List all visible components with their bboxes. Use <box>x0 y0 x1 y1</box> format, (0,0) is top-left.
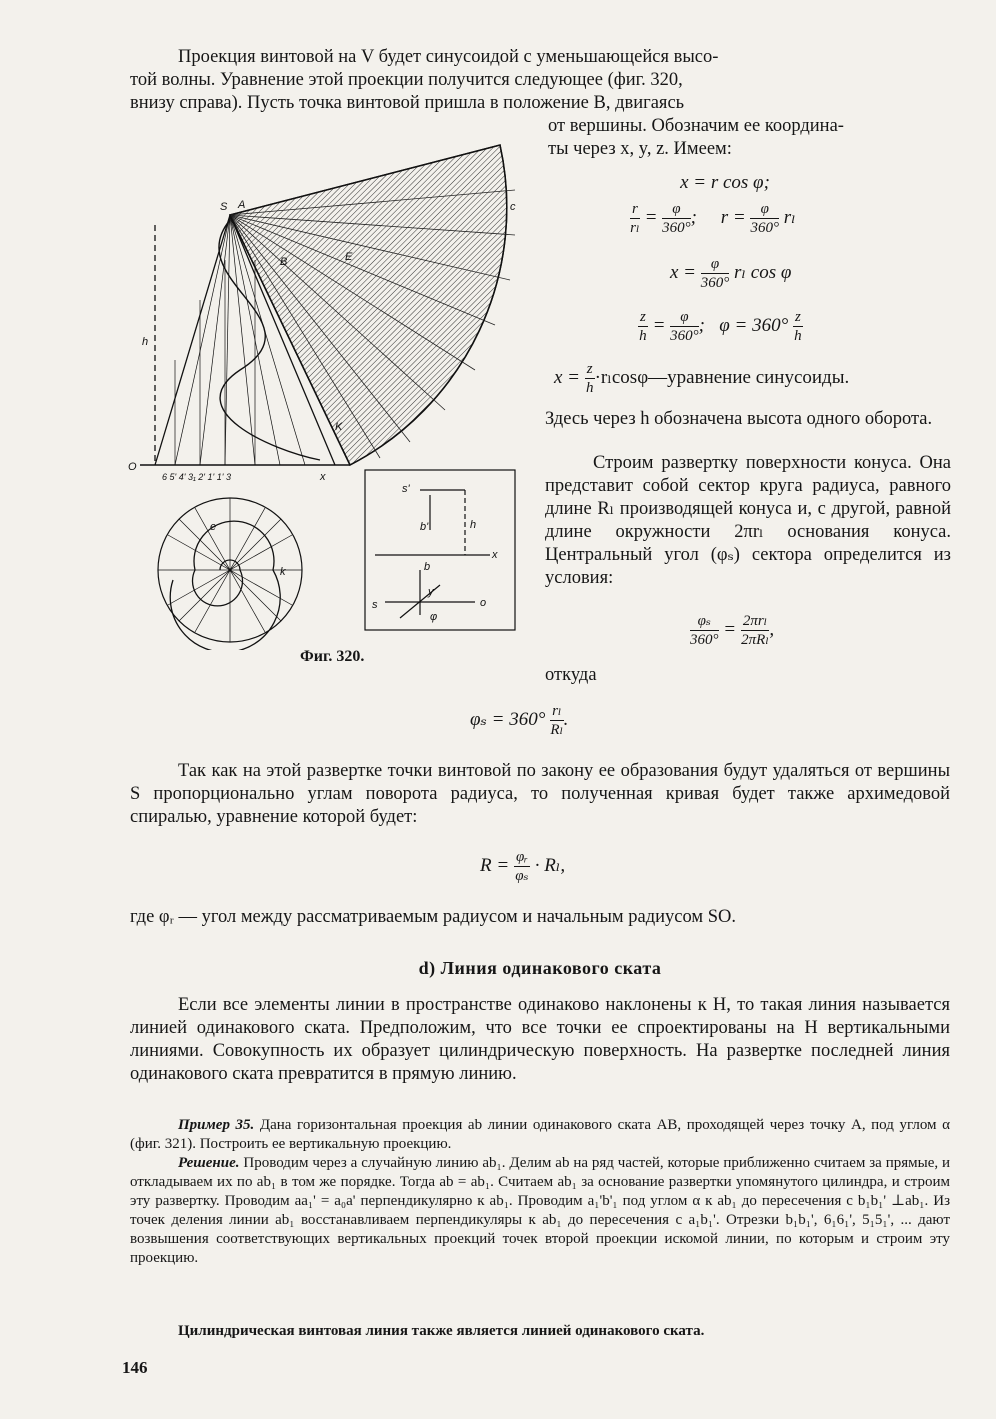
formula-8: R = $\frac{\text{φᵣ}}{\text{φₛ}}$ · Rₗ, <box>480 849 566 884</box>
formula-6: $\frac{\text{φₛ}}{360^\circ}$ = $\frac{\text{2πrₗ}}{\text{2πRₗ}}$ , <box>690 613 775 648</box>
section-title: d) Линия одинакового ската <box>418 958 662 978</box>
svg-text:O: O <box>128 461 137 473</box>
svg-text:o: o <box>480 597 487 609</box>
svg-text:s': s' <box>402 483 410 495</box>
otkuda: откуда <box>545 665 597 685</box>
formula-2: $\frac{r}{\text{rₗ}}$ = $\frac{\varphi}{360^\circ}$ ; r = $\frac{\varphi}{360^\circ}$ rₗ <box>630 201 796 236</box>
svg-text:x: x <box>492 549 498 561</box>
intro-line-5: ты через x, y, z. Имеем: <box>548 139 732 159</box>
frac-phi-360: $\frac{\varphi}{360^\circ}$ <box>662 201 691 236</box>
formula-1: x = r cos φ; <box>680 172 770 193</box>
intro-paragraph <box>130 46 950 115</box>
svg-text:A: A <box>238 199 246 211</box>
intro-continuation <box>548 115 950 161</box>
svg-text:y: y <box>428 586 434 598</box>
svg-text:E: E <box>345 251 353 263</box>
svg-text:e: e <box>210 521 217 533</box>
svg-text:x: x <box>320 471 326 483</box>
svg-text:k: k <box>280 566 286 578</box>
svg-text:φ: φ <box>430 611 438 623</box>
intro-line-3: внизу справа). Пусть точка винтовой пришла в положение B, двигаясь <box>130 93 685 113</box>
body-para-3: Так как на этой развертке точки винтовой по закону ее образования будут удаляться от вершины S пропорционально углам поворота радиуса, то полученная кривая будет также архимедовой спиралью, уравнение которой будет: <box>130 761 950 827</box>
figure-320 <box>120 130 540 650</box>
formula-3: x = $\frac{\varphi}{360^\circ}$ rₗ cos φ <box>670 256 792 291</box>
frac-r-rl: $\frac{r}{\text{rₗ}}$ <box>630 201 640 236</box>
svg-text:S: S <box>220 201 228 213</box>
svg-text:h: h <box>142 336 149 348</box>
solution-paragraph: Решение. Проводим через a случайную линию ab₁. Делим ab на ряд частей, которые приближенно считаем за прямые, и откладываем их по ab₁ в том же порядке. Тогда ab = ab₁. Считаем ab₁ за основание развертки упомянутого цилиндра, и строим эту развертку. Проводим aa₁' = a₀a' перпендикулярно к ab₁. Проводим a₁'b'₁ под углом α к ab₁ до пересечения с b₁b₁' ⊥ab₁. Из точек деления линии ab₁ восстанавливаем перпендикуляры к ab₁ до пересечения с a₁b₁'. Отрезки b₁b₁', 6₁6₁', 5₁5₁', ... дают возвышения соответствующих вертикальных проекций точек второй проекции искомой линии, по которым и строим эту проекцию. <box>130 1155 951 1266</box>
figure-caption: Фиг. 320. <box>300 648 365 665</box>
page-number: 146 <box>122 1358 148 1377</box>
intro-line-2: той волны. Уравнение этой проекции получится следующее (фиг. 320, <box>130 70 683 90</box>
intro-line-4: от вершины. Обозначим ее координа- <box>548 116 844 136</box>
svg-text:K: K <box>335 421 343 433</box>
svg-text:h: h <box>470 519 477 531</box>
formula-7: φₛ = 360° $\frac{\text{rₗ}}{\text{Rₗ}}$ . <box>470 703 569 738</box>
svg-text:b: b <box>424 561 431 573</box>
right-para-1: Здесь через h обозначена высота одного оборота. <box>545 409 933 429</box>
svg-text:s: s <box>372 599 378 611</box>
section-para-5: Если все элементы линии в пространстве одинаково наклонены к H, то такая линия называется линией одинакового ската. Предположим, что все точки ее спроектированы на H вертикальными линиями. Совокупность их образует цилиндрическую поверхность. На развертке последней линия одинакового ската превратится в прямую линию. <box>130 995 950 1084</box>
formula-5: x = $\frac{z}{h}$ ·rₗcosφ—уравнение синусоиды. <box>554 361 850 396</box>
formula-4: $\frac{z}{h}$ = $\frac{\varphi}{360^\circ}$ ; φ = 360° $\frac{z}{h}$ <box>639 309 802 344</box>
svg-text:B: B <box>280 256 288 268</box>
body-para-4: где φᵣ — угол между рассматриваемым радиусом и начальным радиусом SO. <box>130 907 736 927</box>
svg-text:c: c <box>510 201 516 213</box>
right-para-2: Строим развертку поверхности конуса. Она представит собой сектор круга радиуса, равного длине Rₗ производящей конуса и, с другой, равной длине окружности 2πrₗ основания конуса. Центральный угол (φₛ) сектора определится из условия: <box>545 453 951 588</box>
cone-development-sector <box>230 145 515 465</box>
svg-text:b': b' <box>420 521 429 533</box>
intro-line-1: Проекция винтовой на V будет синусоидой с уменьшающейся высо- <box>178 47 719 67</box>
svg-text:6 5' 4' 3₁ 2' 1' 1' 3: 6 5' 4' 3₁ 2' 1' 1' 3 <box>162 472 231 482</box>
example-paragraph: Пример 35. Дана горизонтальная проекция ab линии одинакового ската AB, проходящей через точку A, под углом α (фиг. 321). Построить ее вертикальную проекцию. <box>130 1117 950 1152</box>
example-last-line: Цилиндрическая винтовая линия также является линией одинакового ската. <box>178 1323 705 1339</box>
